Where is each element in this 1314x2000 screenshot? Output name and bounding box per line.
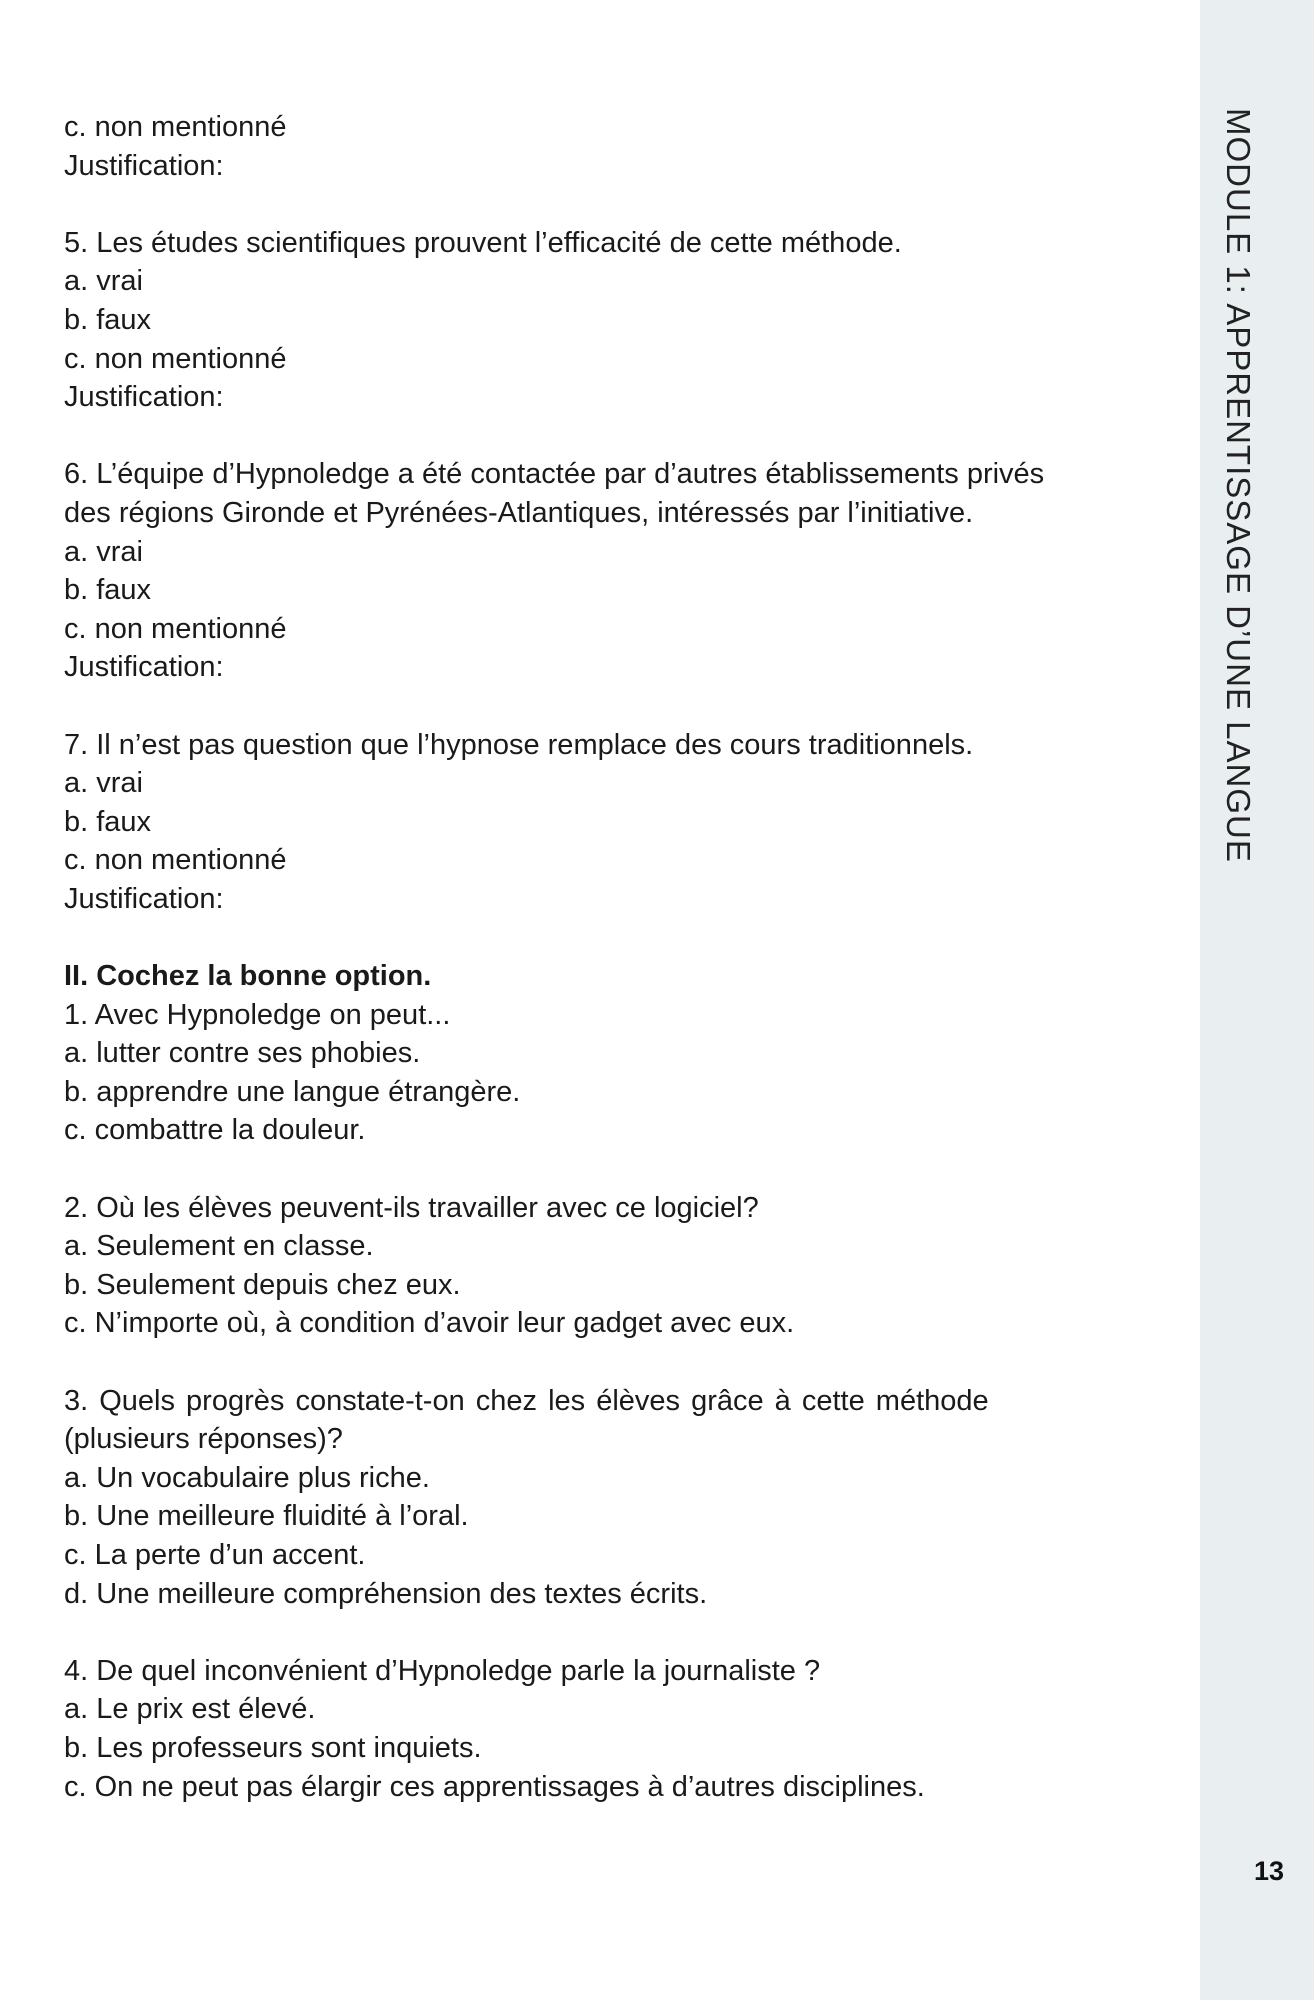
question-3-line-2: (plusieurs réponses)? — [64, 1423, 343, 1456]
option-b: b. Une meilleure fluidité à l’oral. — [64, 1500, 469, 1533]
option-b: b. apprendre une langue étrangère. — [64, 1075, 521, 1108]
justification-label: Justification: — [64, 882, 224, 915]
justification-label: Justification: — [64, 381, 224, 414]
option-c: c. La perte d’un accent. — [64, 1538, 366, 1571]
justification-label: Justification: — [64, 651, 224, 684]
option-a: a. Seulement en classe. — [64, 1230, 374, 1263]
option-c: c. non mentionné — [64, 342, 287, 375]
option-c: c. combattre la douleur. — [64, 1114, 366, 1147]
option-c: c. N’importe où, à condition d’avoir leur gadget avec eux. — [64, 1307, 795, 1340]
option-b: b. faux — [64, 303, 152, 336]
question-6-line-1: 6. L’équipe d’Hypnoledge a été contactée par d’autres établissements privés — [64, 458, 1045, 491]
option-a: a. Un vocabulaire plus riche. — [64, 1461, 430, 1494]
question-4: 4. De quel inconvénient d’Hypnoledge parle la journaliste ? — [64, 1654, 821, 1687]
question-6-line-2: des régions Gironde et Pyrénées-Atlantiques, intéressés par l’initiative. — [64, 496, 974, 529]
option-b: b. Seulement depuis chez eux. — [64, 1268, 461, 1301]
question-1: 1. Avec Hypnoledge on peut... — [64, 998, 451, 1031]
option-b: b. faux — [64, 574, 152, 607]
justification-label: Justification: — [64, 149, 224, 182]
exercise-content — [64, 108, 1174, 1806]
section-title: II. Cochez la bonne option. — [64, 960, 432, 993]
option-d: d. Une meilleure compréhension des textes écrits. — [64, 1577, 708, 1610]
question-5: 5. Les études scientifiques prouvent l’efficacité de cette méthode. — [64, 226, 902, 259]
question-7: 7. Il n’est pas question que l’hypnose remplace des cours traditionnels. — [64, 728, 974, 761]
option-a: a. vrai — [64, 535, 143, 568]
option-c: c. On ne peut pas élargir ces apprentissages à d’autres disciplines. — [64, 1770, 925, 1803]
option-a: a. Le prix est élevé. — [64, 1693, 316, 1726]
option-c: c. non mentionné — [64, 844, 287, 877]
page-number: 13 — [1254, 1856, 1285, 1886]
question-3-line-1: 3. Quels progrès constate-t-on chez les élèves grâce à cette méthode — [64, 1384, 989, 1417]
option-a: a. lutter contre ses phobies. — [64, 1037, 421, 1070]
module-label: MODULE 1: APPRENTISSAGE D’UNE LANGUE — [1220, 108, 1257, 863]
option-c: c. non mentionné — [64, 111, 287, 143]
question-2: 2. Où les élèves peuvent-ils travailler avec ce logiciel? — [64, 1191, 759, 1224]
option-c: c. non mentionné — [64, 612, 287, 645]
option-a: a. vrai — [64, 265, 143, 298]
option-b: b. Les professeurs sont inquiets. — [64, 1731, 482, 1764]
option-b: b. faux — [64, 805, 152, 838]
option-a: a. vrai — [64, 767, 143, 800]
side-band — [1200, 0, 1314, 2000]
